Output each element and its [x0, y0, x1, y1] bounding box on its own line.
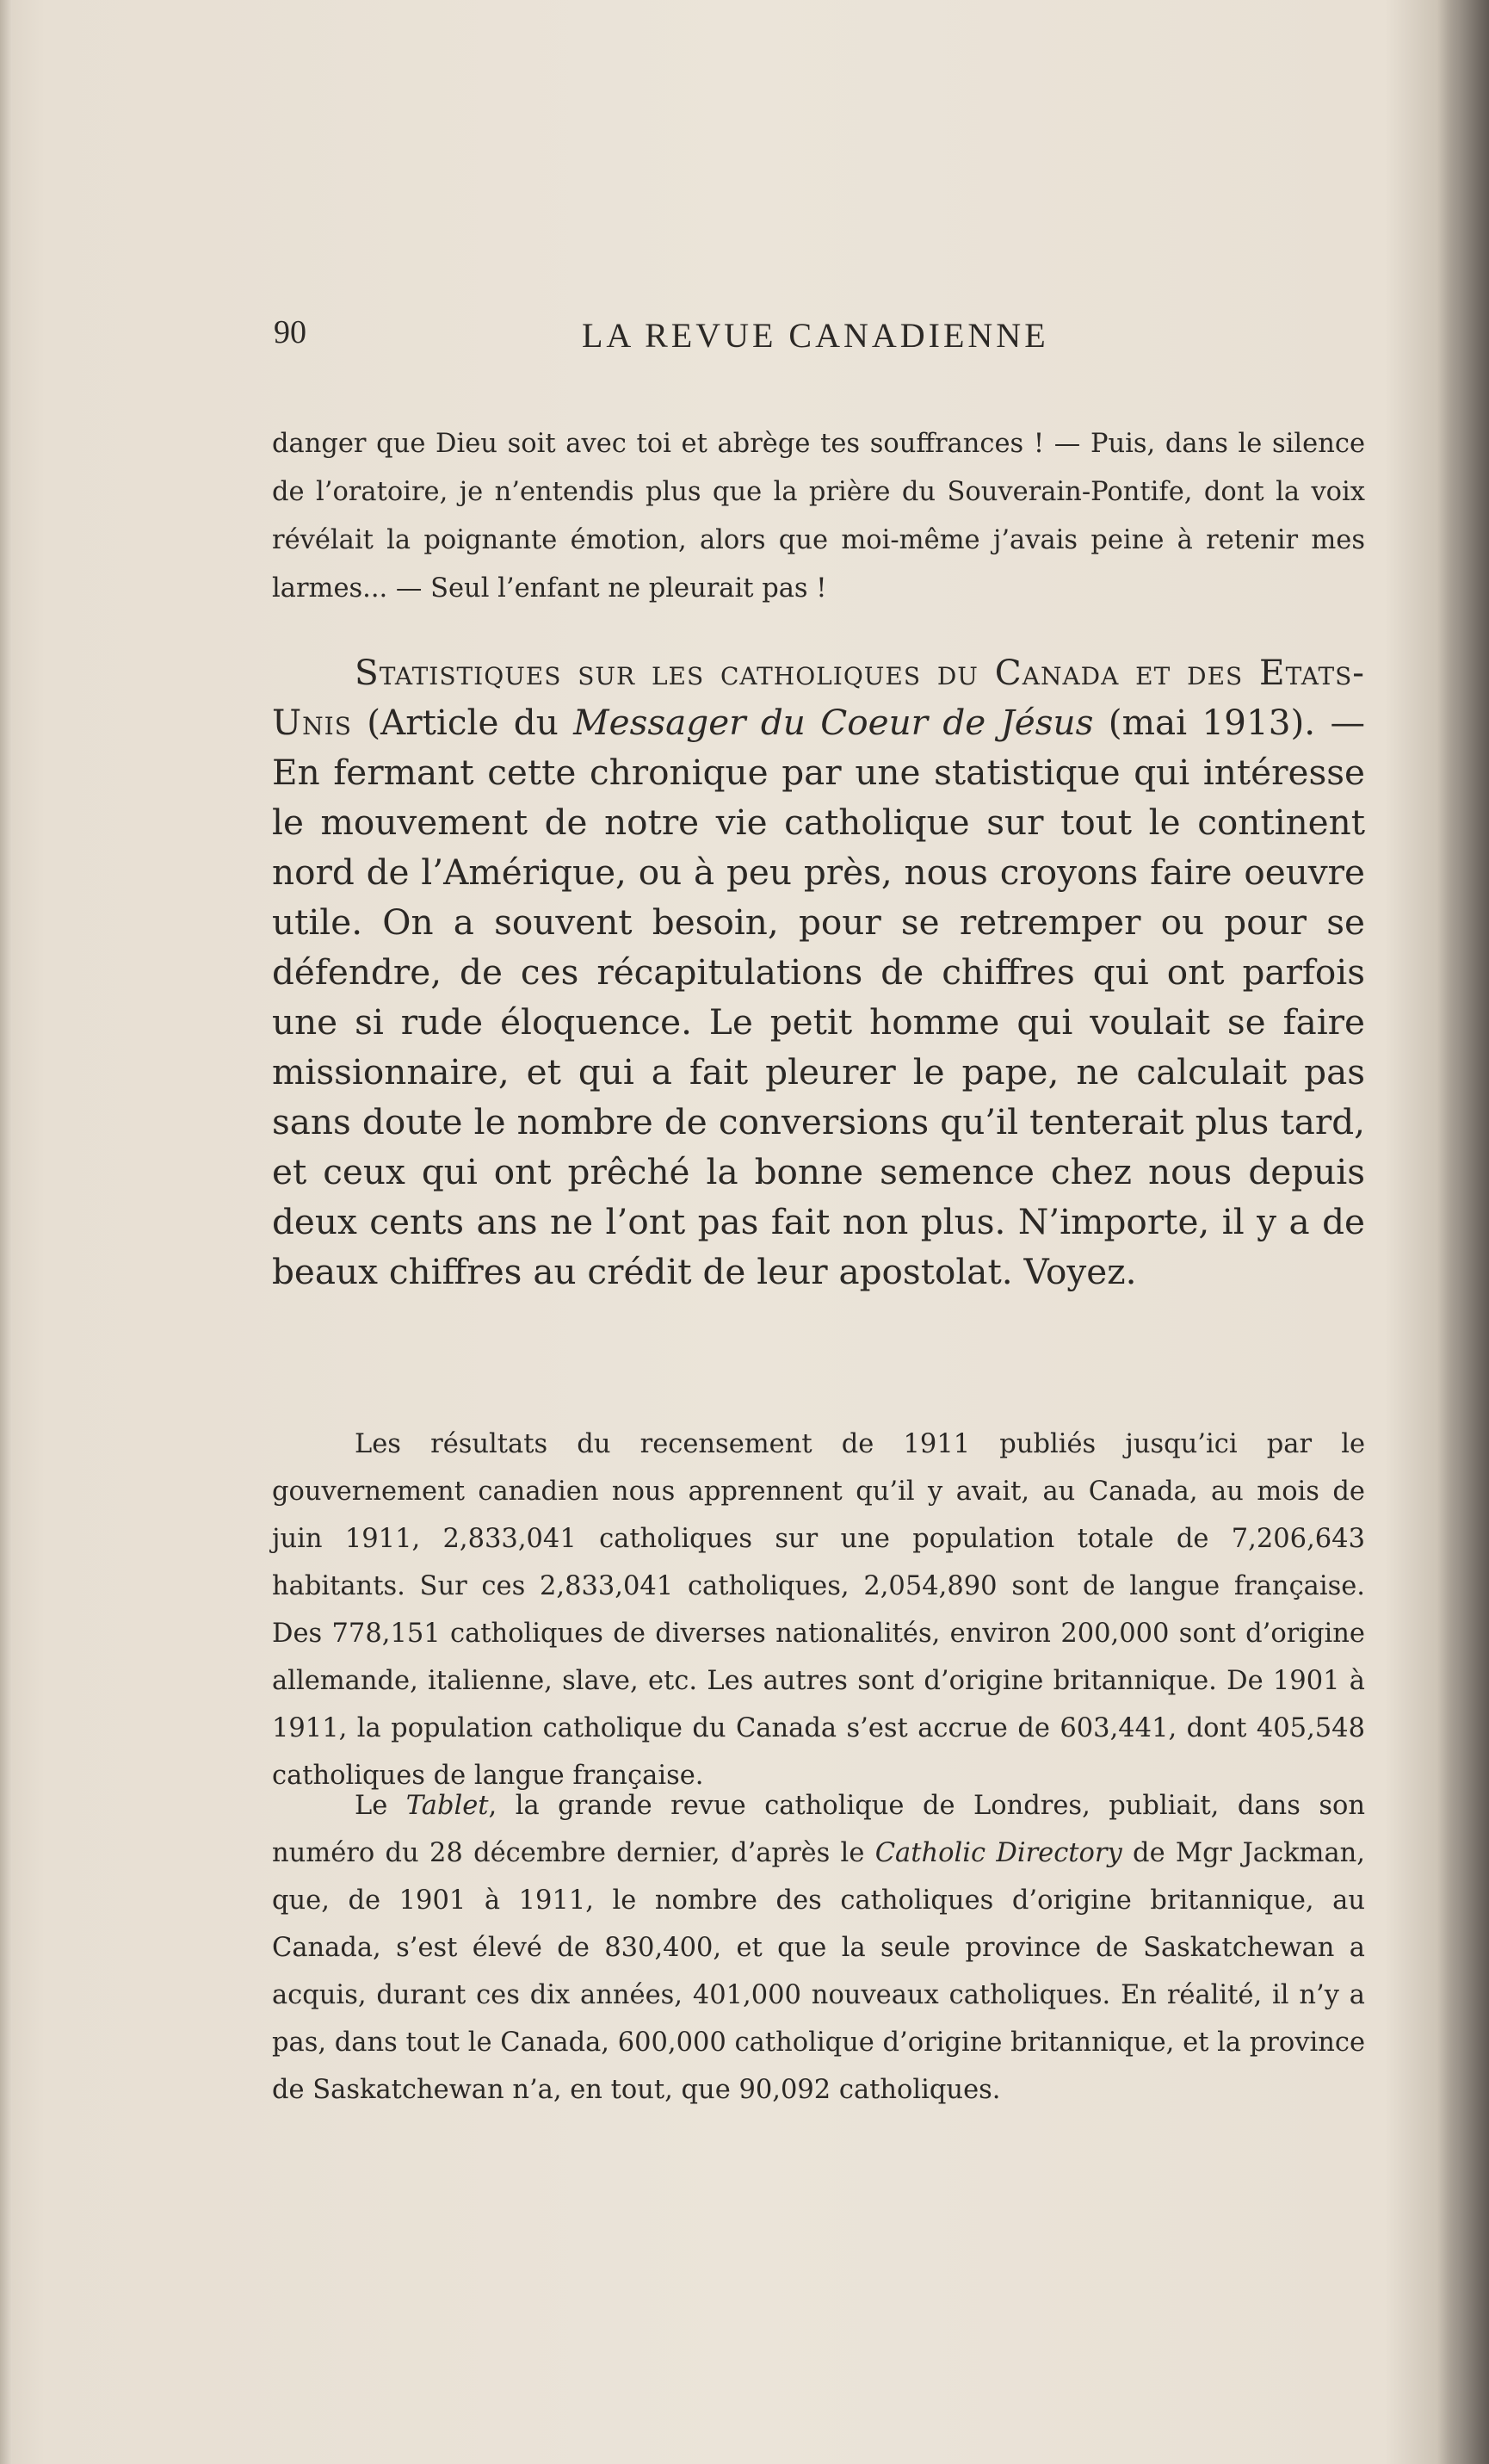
- section-reference-suffix: (mai 1913). —: [1093, 702, 1365, 743]
- tablet-paragraph-part1: Le: [355, 1791, 406, 1821]
- page-number: 90: [274, 314, 306, 350]
- section-heading: Statistiques sur les catholiques du Canada et des Etats-Unis: [272, 652, 1365, 743]
- tablet-paragraph: [272, 1782, 1365, 2114]
- paragraph-continued: danger que Dieu soit avec toi et abrège tes souffrances ! — Puis, dans le silence de l’oratoire, je n’entendis plus que la prière du Souverain-Pontife, dont la voix révélait la poignante émotion, alors que moi-même j’avais peine à retenir mes larmes... — Seul l’enfant ne pleurait pas !: [272, 429, 1365, 604]
- running-title: LA REVUE CANADIENNE: [582, 316, 1049, 355]
- tablet-title: Tablet: [405, 1791, 489, 1821]
- census-paragraph: Les résultats du recensement de 1911 publiés jusqu’ici par le gouvernement canadien nous apprennent qu’il y avait, au Canada, au mois de juin 1911, 2,833,041 catholiques sur une population totale de 7,206,643 habitants. Sur ces 2,833,041 catholiques, 2,054,890 sont de langue française. Des 778,151 catholiques de diverses nationalités, environ 200,000 sont d’origine allemande, italienne, slave, etc. Les autres sont d’origine britannique. De 1901 à 1911, la population catholique du Canada s’est accrue de 603,441, dont 405,548 catholiques de langue française.: [272, 1429, 1365, 1791]
- page-left-edge: [0, 0, 12, 2464]
- page-header: [274, 308, 1367, 368]
- section-paragraph: [272, 647, 1365, 1297]
- catholic-directory-title: Catholic Directory: [874, 1838, 1122, 1868]
- section-reference-source: Messager du Coeur de Jésus: [573, 702, 1094, 743]
- page-gutter-shadow: [1437, 0, 1489, 2464]
- section-body: En fermant cette chronique par une statistique qui intéresse le mouvement de notre vie catholique sur tout le continent nord de l’Amérique, ou à peu près, nous croyons faire oeuvre utile. On a souvent besoin, pour se retremper ou pour se défendre, de ces récapitulations de chiffres qui ont parfois une si rude éloquence. Le petit homme qui voulait se faire missionnaire, et qui a fait pleurer le pape, ne calculait pas sans doute le nombre de conversions qu’il tenterait plus tard, et ceux qui ont prêché la bonne semence chez nous depuis deux cents ans ne l’ont pas fait non plus. N’importe, il y a de beaux chiffres au crédit de leur apostolat. Voyez.: [272, 752, 1365, 1292]
- section-reference-prefix: (Article du: [351, 702, 574, 743]
- tablet-paragraph-part3: de Mgr Jackman, que, de 1901 à 1911, le nombre des catholiques d’origine britannique, au Canada, s’est élevé de 830,400, et que la seule province de Saskatchewan a acquis, durant ces dix années, 401,000 nouveaux catholiques. En réalité, il n’y a pas, dans tout le Canada, 600,000 catholique d’origine britannique, et la province de Saskatchewan n’a, en tout, que 90,092 catholiques.: [272, 1838, 1365, 2105]
- tablet-paragraph-part2: , la grande revue catholique de Londres, publiait, dans son numéro du 28 décembre dernier, d’après le: [272, 1791, 1365, 1868]
